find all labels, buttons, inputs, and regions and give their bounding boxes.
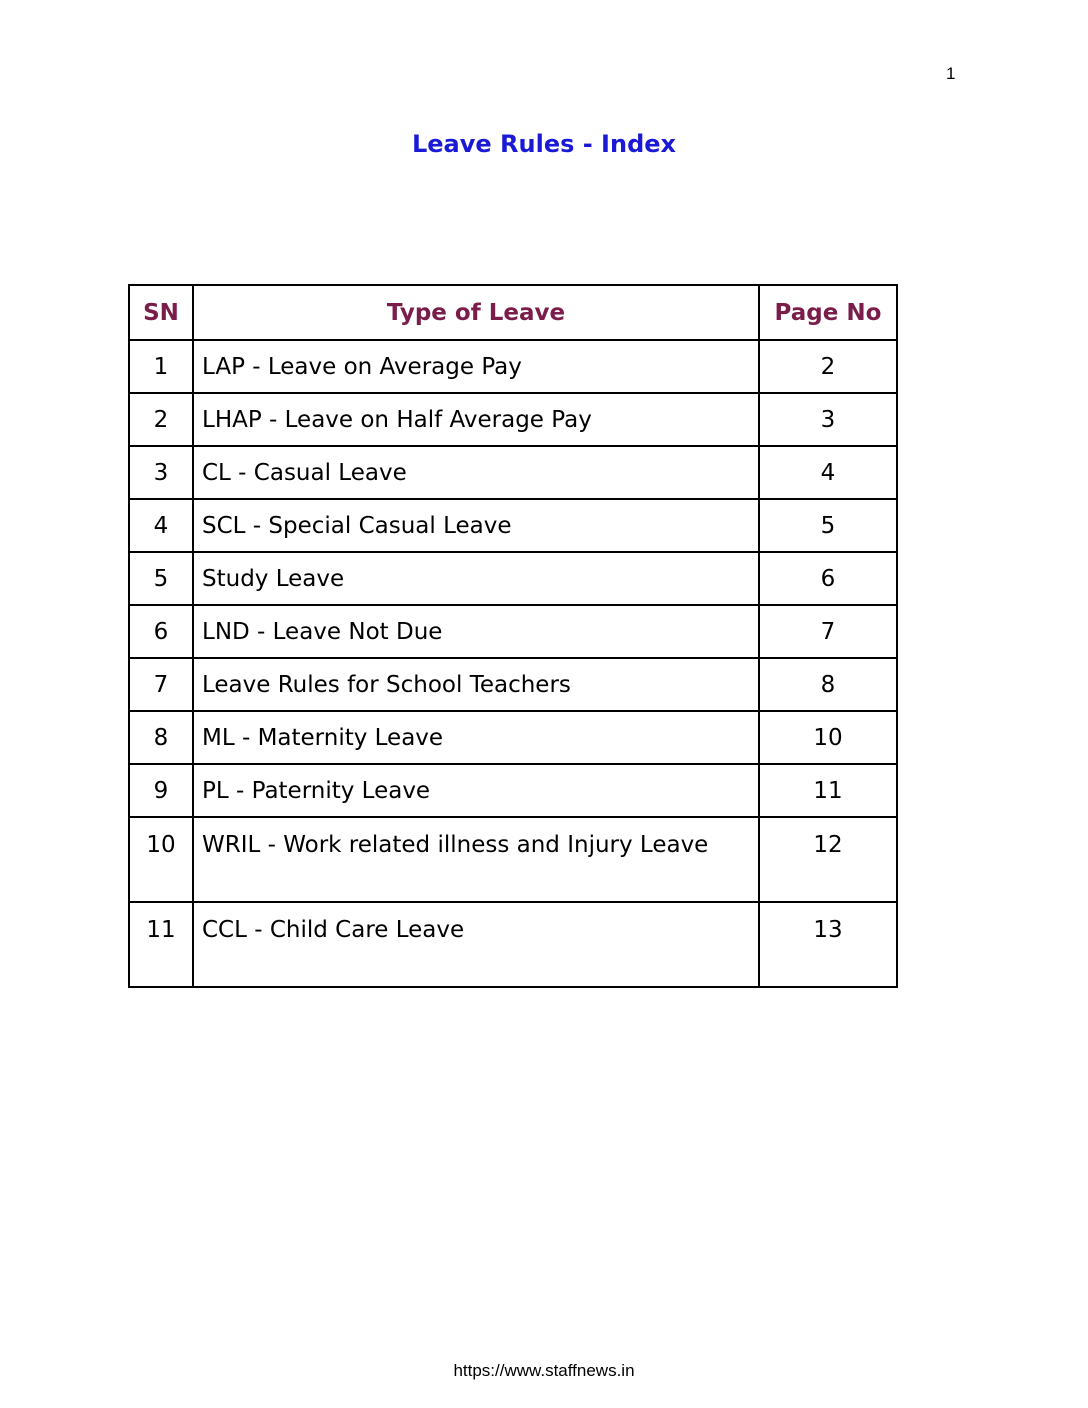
table-row: [129, 605, 897, 658]
row-sn: 9: [129, 764, 193, 817]
row-sn: 8: [129, 711, 193, 764]
table-row: [129, 552, 897, 605]
footer-url: https://www.staffnews.in: [453, 1361, 635, 1380]
row-page-no: 13: [759, 902, 897, 987]
page-title: Leave Rules - Index: [411, 130, 677, 158]
row-page-no: 4: [759, 446, 897, 499]
row-page-no: 11: [759, 764, 897, 817]
row-page-no: 10: [759, 711, 897, 764]
row-leave-type: LHAP - Leave on Half Average Pay: [193, 393, 759, 446]
table-row: [129, 817, 897, 902]
row-sn: 5: [129, 552, 193, 605]
header-sn: SN: [129, 285, 193, 340]
row-sn: 11: [129, 902, 193, 987]
row-leave-type: SCL - Special Casual Leave: [193, 499, 759, 552]
page-number: 1: [946, 64, 956, 83]
row-sn: 4: [129, 499, 193, 552]
row-leave-type: Study Leave: [193, 552, 759, 605]
row-leave-type: PL - Paternity Leave: [193, 764, 759, 817]
row-leave-type: LND - Leave Not Due: [193, 605, 759, 658]
table-row: [129, 902, 897, 987]
row-sn: 1: [129, 340, 193, 393]
table-row: [129, 393, 897, 446]
row-page-no: 3: [759, 393, 897, 446]
leave-index-table: [128, 284, 898, 988]
row-page-no: 12: [759, 817, 897, 902]
row-page-no: 8: [759, 658, 897, 711]
row-sn: 2: [129, 393, 193, 446]
row-sn: 7: [129, 658, 193, 711]
header-page-no: Page No: [759, 285, 897, 340]
row-sn: 10: [129, 817, 193, 902]
row-leave-type: CCL - Child Care Leave: [193, 902, 759, 987]
row-leave-type: ML - Maternity Leave: [193, 711, 759, 764]
header-type-of-leave: Type of Leave: [193, 285, 759, 340]
table-row: [129, 499, 897, 552]
table-header-row: [129, 285, 897, 340]
row-page-no: 2: [759, 340, 897, 393]
row-sn: 6: [129, 605, 193, 658]
table-row: [129, 711, 897, 764]
row-leave-type: LAP - Leave on Average Pay: [193, 340, 759, 393]
table-row: [129, 446, 897, 499]
row-leave-type: WRIL - Work related illness and Injury Leave: [193, 817, 759, 902]
row-sn: 3: [129, 446, 193, 499]
table-row: [129, 340, 897, 393]
table-row: [129, 658, 897, 711]
row-leave-type: CL - Casual Leave: [193, 446, 759, 499]
row-page-no: 5: [759, 499, 897, 552]
row-page-no: 6: [759, 552, 897, 605]
row-leave-type: Leave Rules for School Teachers: [193, 658, 759, 711]
row-page-no: 7: [759, 605, 897, 658]
table-row: [129, 764, 897, 817]
